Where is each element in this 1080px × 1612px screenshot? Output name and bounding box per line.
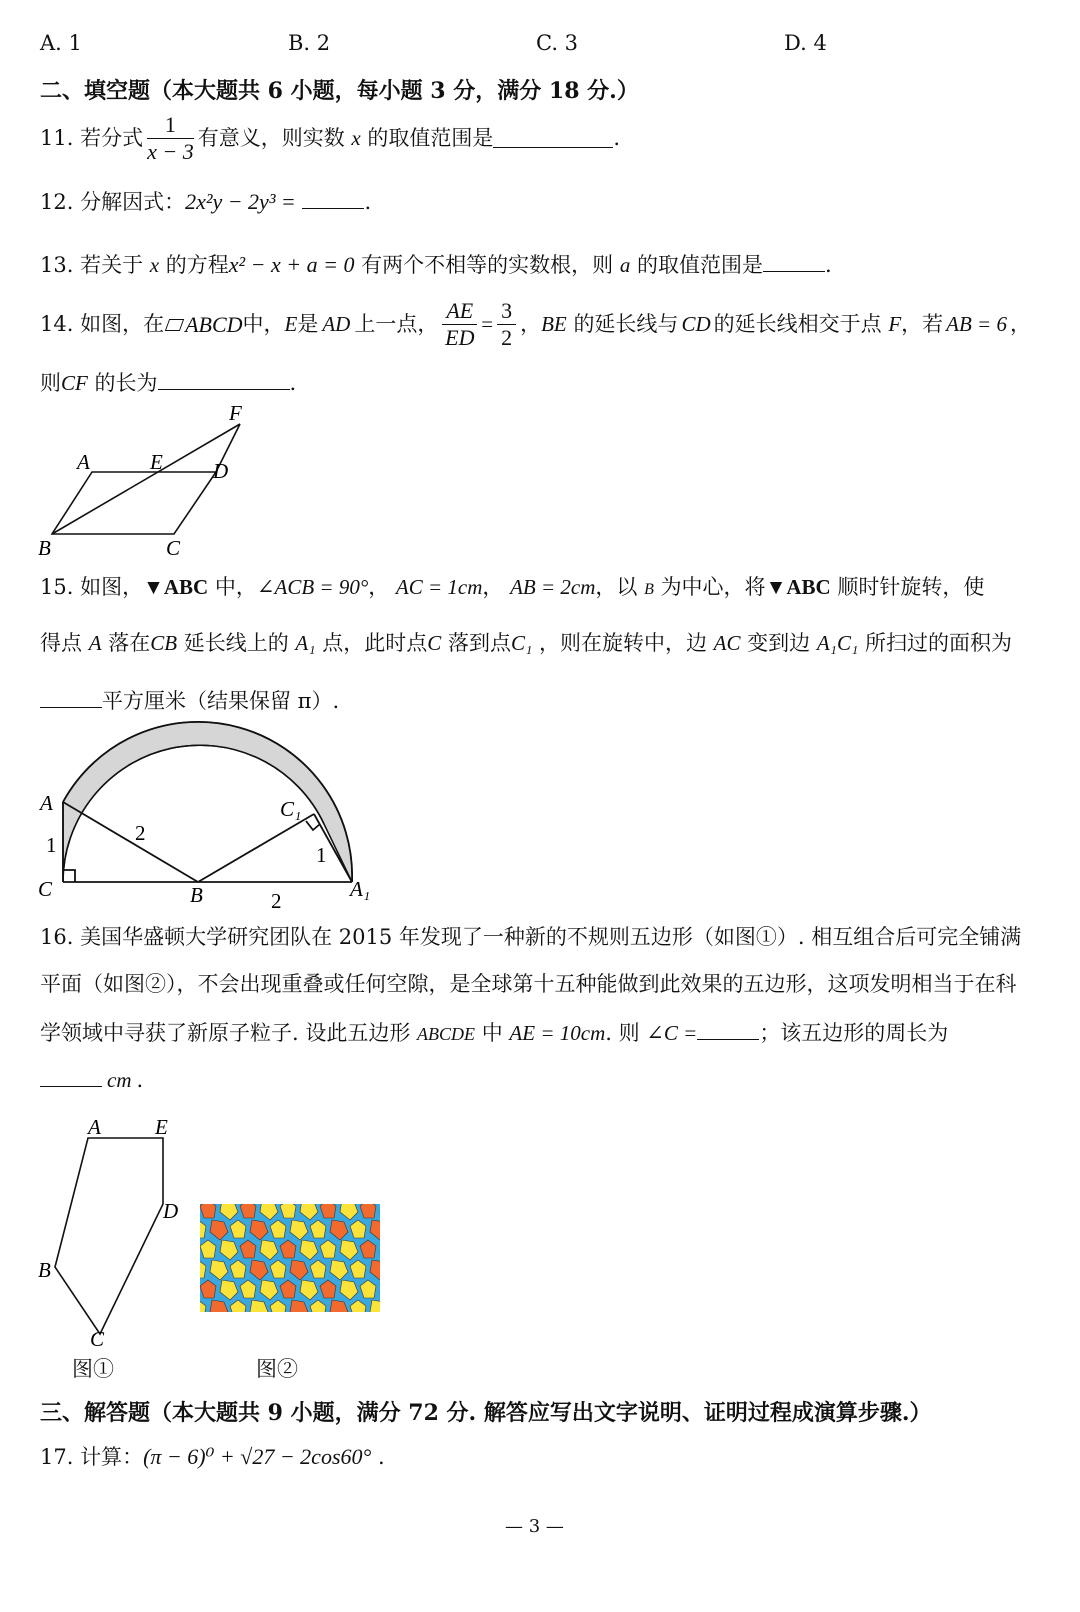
question-15-line2: 得点 A 落在CB 延长线上的 A₁ 点，此时点C 落到点C₁ ，则在旋转中，边 AC 变到边 A₁C₁ 所扫过的面积为 [40,631,1012,655]
parallelogram-abcd [52,472,216,534]
question-16-line2: 平面（如图②），不会出现重叠或任何空隙，是全球第十五种能做到此效果的五边形，这项发明相当于在科 [40,972,1017,996]
option-b: B. 2 [288,31,331,55]
fraction-3-2: $\frac{3}{2}$ [497,298,516,351]
option-c: C. 3 [536,31,579,55]
label-d: D [163,1199,179,1223]
label-a: A [40,791,53,815]
length-ab: 2 [135,821,146,845]
label-b: B [38,536,51,560]
length-c1a1: 1 [316,843,327,867]
question-13: 13. 若关于 x 的方程x² − x + a = 0 有两个不相等的实数根，则 a 的取值范围是 . [40,252,832,277]
question-16-line4: cm . [40,1068,143,1091]
label-a1: A₁ [350,877,371,901]
answer-blank[interactable] [763,253,825,272]
page-number: — 3 — [505,1516,564,1537]
answer-blank[interactable] [158,371,290,390]
label-c: C [90,1327,105,1351]
right-angle-c [63,870,75,882]
label-a: A [88,1115,101,1139]
fraction: $\frac{1}{x - 3}$ [147,112,194,164]
caption-figure-2: 图② [256,1357,298,1381]
pentagon-abcde [55,1138,163,1334]
figure-16-pentagon [30,1112,200,1352]
label-e: E [150,450,163,474]
question-16-line3: 学领域中寻获了新原子粒子. 设此五边形 ABCDE 中 AE = 10cm. 则 ∠C = ；该五边形的周长为 [40,1021,949,1045]
tile [370,1300,380,1312]
answer-blank[interactable] [302,190,364,209]
label-d: D [213,459,229,483]
answer-blank[interactable] [697,1021,759,1040]
section3-heading: 三、解答题（本大题共 9 小题，满分 72 分. 解答应写出文字说明、证明过程成演算步骤.） [40,1400,932,1426]
label-c1: C₁ [280,797,302,821]
option-a: A. 1 [40,31,82,55]
segment-bc1 [198,814,314,882]
question-12: 12. 分解因式：2x²y − 2y³ = . [40,189,372,214]
section2-heading: 二、填空题（本大题共 6 小题，每小题 3 分，满分 18 分.） [40,78,639,104]
label-f: F [229,401,242,425]
length-ac: 1 [46,833,57,857]
label-b: B [190,883,203,907]
figure-14-parallelogram [30,400,270,565]
length-ba1: 2 [271,889,282,913]
question-17: 17. 计算：(π − 6)⁰ + √27 − 2cos60° . [40,1444,385,1469]
answer-blank[interactable] [40,689,102,708]
question-11: 11. 若分式 $\frac{1}{x - 3}$ 有意义，则实数 x 的取值范围是 . [40,112,621,164]
segment-ab [63,802,198,882]
figure-15-rotation [30,718,390,918]
label-e: E [155,1115,168,1139]
label-b: B [38,1258,51,1282]
label-c: C [38,877,53,901]
answer-blank[interactable] [40,1068,102,1087]
question-16-line1: 16. 美国华盛顿大学研究团队在 2015 年发现了一种新的不规则五边形（如图①）. 相互组合后可完全铺满 [40,925,1022,949]
figure-16-tiling [200,1204,380,1312]
question-14-line1: 14. 如图，在 ABCD 中， E 是 AD 上一点， $\frac{AE}{ED}$ = $\frac{3}{2}$ ， BE 的延长线与 CD 的延长线相交于点 F ，若 AB = 6 ， [40,298,1031,350]
question-14-line2: 则CF 的长为 . [40,371,297,395]
question-15-line1: 15. 如图，▼ABC 中，∠ACB = 90°， AC = 1cm， AB = 2cm，以 B 为中心，将▼ABC 顺时针旋转，使 [40,575,985,599]
fraction-ae-ed: $\frac{AE}{ED}$ [442,298,477,351]
parallelogram-symbol [165,319,184,331]
label-a: A [77,450,90,474]
label-c: C [166,536,181,560]
caption-figure-1: 图① [72,1357,114,1381]
question-15-line3: 平方厘米（结果保留 π）. [40,689,339,712]
option-d: D. 4 [784,31,827,55]
answer-blank[interactable] [493,129,613,148]
